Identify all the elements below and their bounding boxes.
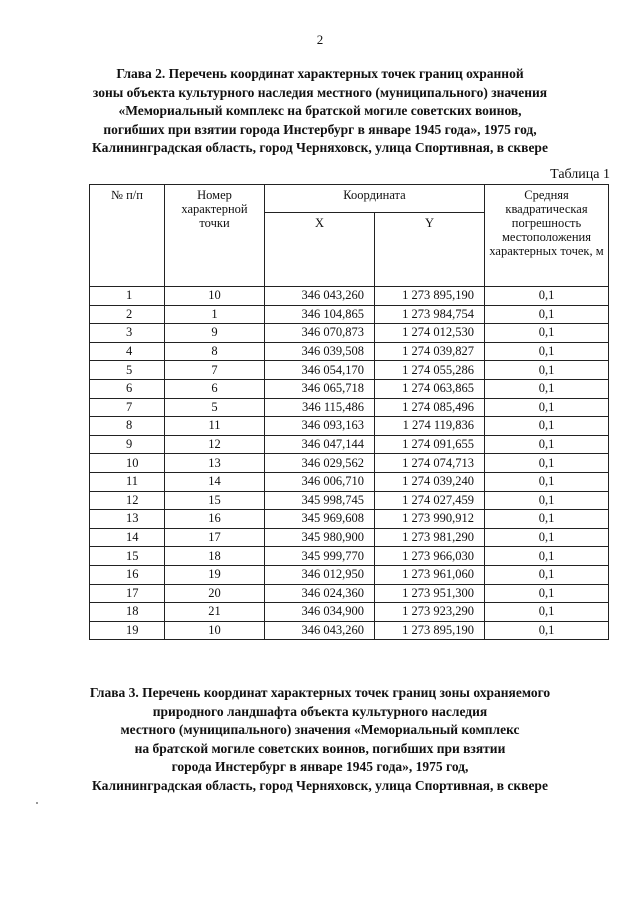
point-number-cell: 8 bbox=[165, 342, 265, 361]
table-row bbox=[90, 417, 609, 436]
error-cell: 0,1 bbox=[485, 435, 609, 454]
header-y-text: Y bbox=[424, 216, 435, 230]
y-coordinate-cell: 1 273 966,030 bbox=[375, 547, 485, 566]
point-number-cell: 21 bbox=[165, 603, 265, 622]
error-cell: 0,1 bbox=[485, 417, 609, 436]
error-cell: 0,1 bbox=[485, 491, 609, 510]
table-label: Таблица 1 bbox=[550, 167, 610, 182]
row-number-cell: 2 bbox=[90, 305, 165, 324]
error-cell: 0,1 bbox=[485, 584, 609, 603]
table-row bbox=[90, 435, 609, 454]
error-cell: 0,1 bbox=[485, 565, 609, 584]
heading-line: города Инстербург в январе 1945 года», 1975 год, bbox=[171, 759, 469, 774]
x-coordinate-cell: 346 093,163 bbox=[265, 417, 375, 436]
row-number-cell: 8 bbox=[90, 417, 165, 436]
y-coordinate-cell: 1 274 027,459 bbox=[375, 491, 485, 510]
point-number-cell: 7 bbox=[165, 361, 265, 380]
header-row-number-text: № п/п bbox=[111, 188, 143, 202]
point-number-cell: 20 bbox=[165, 584, 265, 603]
row-number-cell: 5 bbox=[90, 361, 165, 380]
point-number-cell: 16 bbox=[165, 510, 265, 529]
table-row bbox=[90, 491, 609, 510]
x-coordinate-cell: 346 024,360 bbox=[265, 584, 375, 603]
error-cell: 0,1 bbox=[485, 305, 609, 324]
point-number-cell: 9 bbox=[165, 324, 265, 343]
table-row bbox=[90, 584, 609, 603]
x-coordinate-cell: 346 115,486 bbox=[265, 398, 375, 417]
point-number-cell: 14 bbox=[165, 472, 265, 491]
heading-line: Глава 3. Перечень координат характерных точек границ зоны охраняемого bbox=[89, 685, 551, 700]
y-coordinate-cell: 1 273 984,754 bbox=[375, 305, 485, 324]
error-cell: 0,1 bbox=[485, 454, 609, 473]
y-coordinate-cell: 1 274 091,655 bbox=[375, 435, 485, 454]
point-number-cell: 10 bbox=[165, 621, 265, 640]
scan-artifact bbox=[36, 802, 38, 804]
x-coordinate-cell: 346 054,170 bbox=[265, 361, 375, 380]
table-row bbox=[90, 547, 609, 566]
table-row bbox=[90, 510, 609, 529]
heading-line: погибших при взятии города Инстербург в январе 1945 года», 1975 год, bbox=[103, 121, 537, 137]
point-number-cell: 12 bbox=[165, 435, 265, 454]
x-coordinate-cell: 345 998,745 bbox=[265, 491, 375, 510]
chapter-3-heading bbox=[0, 684, 640, 795]
row-number-cell: 12 bbox=[90, 491, 165, 510]
point-number-cell: 17 bbox=[165, 528, 265, 547]
table-row bbox=[90, 361, 609, 380]
row-number-cell: 6 bbox=[90, 379, 165, 398]
row-number-cell: 9 bbox=[90, 435, 165, 454]
row-number-cell: 14 bbox=[90, 528, 165, 547]
error-cell: 0,1 bbox=[485, 287, 609, 306]
table-row bbox=[90, 621, 609, 640]
row-number-cell: 4 bbox=[90, 342, 165, 361]
y-coordinate-cell: 1 274 119,836 bbox=[375, 417, 485, 436]
row-number-cell: 16 bbox=[90, 565, 165, 584]
heading-line: Калининградская область, город Черняховск, улица Спортивная, в сквере bbox=[92, 140, 548, 155]
x-coordinate-cell: 346 043,260 bbox=[265, 287, 375, 306]
table-row bbox=[90, 305, 609, 324]
error-cell: 0,1 bbox=[485, 324, 609, 343]
x-coordinate-cell: 346 104,865 bbox=[265, 305, 375, 324]
heading-line: на братской могиле советских воинов, погибших при взятии bbox=[134, 740, 506, 756]
point-number-cell: 1 bbox=[165, 305, 265, 324]
heading-line: Калининградская область, город Черняховск, улица Спортивная, в сквере bbox=[92, 777, 548, 793]
error-cell: 0,1 bbox=[485, 379, 609, 398]
y-coordinate-cell: 1 274 074,713 bbox=[375, 454, 485, 473]
heading-line: Глава 2. Перечень координат характерных точек границ охранной bbox=[116, 66, 524, 81]
header-y bbox=[375, 213, 485, 287]
y-coordinate-cell: 1 273 895,190 bbox=[375, 621, 485, 640]
y-coordinate-cell: 1 273 951,300 bbox=[375, 584, 485, 603]
point-number-cell: 11 bbox=[165, 417, 265, 436]
error-cell: 0,1 bbox=[485, 342, 609, 361]
point-number-cell: 19 bbox=[165, 565, 265, 584]
table-row bbox=[90, 565, 609, 584]
error-cell: 0,1 bbox=[485, 361, 609, 380]
x-coordinate-cell: 345 969,608 bbox=[265, 510, 375, 529]
table-row bbox=[90, 603, 609, 622]
heading-line: зоны объекта культурного наследия местного (муниципального) значения bbox=[92, 84, 548, 100]
table-row bbox=[90, 287, 609, 306]
x-coordinate-cell: 345 999,770 bbox=[265, 547, 375, 566]
y-coordinate-cell: 1 274 039,240 bbox=[375, 472, 485, 491]
table-row bbox=[90, 454, 609, 473]
x-coordinate-cell: 346 012,950 bbox=[265, 565, 375, 584]
header-error bbox=[485, 185, 609, 287]
header-row-number bbox=[90, 185, 165, 287]
x-coordinate-cell: 346 006,710 bbox=[265, 472, 375, 491]
header-point-number bbox=[165, 185, 265, 287]
chapter-2-heading bbox=[0, 65, 640, 158]
x-coordinate-cell: 345 980,900 bbox=[265, 528, 375, 547]
page-number: 2 bbox=[316, 32, 324, 47]
row-number-cell: 1 bbox=[90, 287, 165, 306]
row-number-cell: 10 bbox=[90, 454, 165, 473]
y-coordinate-cell: 1 274 055,286 bbox=[375, 361, 485, 380]
header-error-text: Средняя квадратическая погрешность местоположения характерных точек, м bbox=[489, 188, 604, 258]
error-cell: 0,1 bbox=[485, 528, 609, 547]
header-coordinate-text: Координата bbox=[343, 188, 406, 202]
error-cell: 0,1 bbox=[485, 510, 609, 529]
header-x-text: X bbox=[314, 216, 325, 230]
error-cell: 0,1 bbox=[485, 621, 609, 640]
row-number-cell: 11 bbox=[90, 472, 165, 491]
coordinates-table bbox=[89, 184, 609, 640]
table-row bbox=[90, 324, 609, 343]
row-number-cell: 19 bbox=[90, 621, 165, 640]
x-coordinate-cell: 346 043,260 bbox=[265, 621, 375, 640]
heading-line: местного (муниципального) значения «Мемориальный комплекс bbox=[120, 722, 520, 737]
y-coordinate-cell: 1 273 981,290 bbox=[375, 528, 485, 547]
point-number-cell: 10 bbox=[165, 287, 265, 306]
y-coordinate-cell: 1 274 085,496 bbox=[375, 398, 485, 417]
y-coordinate-cell: 1 274 063,865 bbox=[375, 379, 485, 398]
y-coordinate-cell: 1 273 990,912 bbox=[375, 510, 485, 529]
table-row bbox=[90, 379, 609, 398]
point-number-cell: 18 bbox=[165, 547, 265, 566]
header-coordinate bbox=[265, 185, 485, 213]
x-coordinate-cell: 346 039,508 bbox=[265, 342, 375, 361]
heading-line: «Мемориальный комплекс на братской могиле советских воинов, bbox=[118, 103, 522, 118]
row-number-cell: 15 bbox=[90, 547, 165, 566]
point-number-cell: 5 bbox=[165, 398, 265, 417]
row-number-cell: 3 bbox=[90, 324, 165, 343]
x-coordinate-cell: 346 070,873 bbox=[265, 324, 375, 343]
y-coordinate-cell: 1 273 923,290 bbox=[375, 603, 485, 622]
x-coordinate-cell: 346 034,900 bbox=[265, 603, 375, 622]
row-number-cell: 13 bbox=[90, 510, 165, 529]
table-row bbox=[90, 528, 609, 547]
x-coordinate-cell: 346 029,562 bbox=[265, 454, 375, 473]
header-point-number-text: Номер характерной точки bbox=[181, 188, 248, 230]
error-cell: 0,1 bbox=[485, 547, 609, 566]
heading-line: природного ландшафта объекта культурного наследия bbox=[152, 703, 488, 719]
error-cell: 0,1 bbox=[485, 472, 609, 491]
table-row bbox=[90, 398, 609, 417]
error-cell: 0,1 bbox=[485, 398, 609, 417]
point-number-cell: 15 bbox=[165, 491, 265, 510]
row-number-cell: 18 bbox=[90, 603, 165, 622]
y-coordinate-cell: 1 274 039,827 bbox=[375, 342, 485, 361]
point-number-cell: 13 bbox=[165, 454, 265, 473]
x-coordinate-cell: 346 065,718 bbox=[265, 379, 375, 398]
table-row bbox=[90, 472, 609, 491]
table-row bbox=[90, 342, 609, 361]
header-x bbox=[265, 213, 375, 287]
error-cell: 0,1 bbox=[485, 603, 609, 622]
y-coordinate-cell: 1 273 961,060 bbox=[375, 565, 485, 584]
row-number-cell: 17 bbox=[90, 584, 165, 603]
x-coordinate-cell: 346 047,144 bbox=[265, 435, 375, 454]
y-coordinate-cell: 1 274 012,530 bbox=[375, 324, 485, 343]
y-coordinate-cell: 1 273 895,190 bbox=[375, 287, 485, 306]
row-number-cell: 7 bbox=[90, 398, 165, 417]
point-number-cell: 6 bbox=[165, 379, 265, 398]
